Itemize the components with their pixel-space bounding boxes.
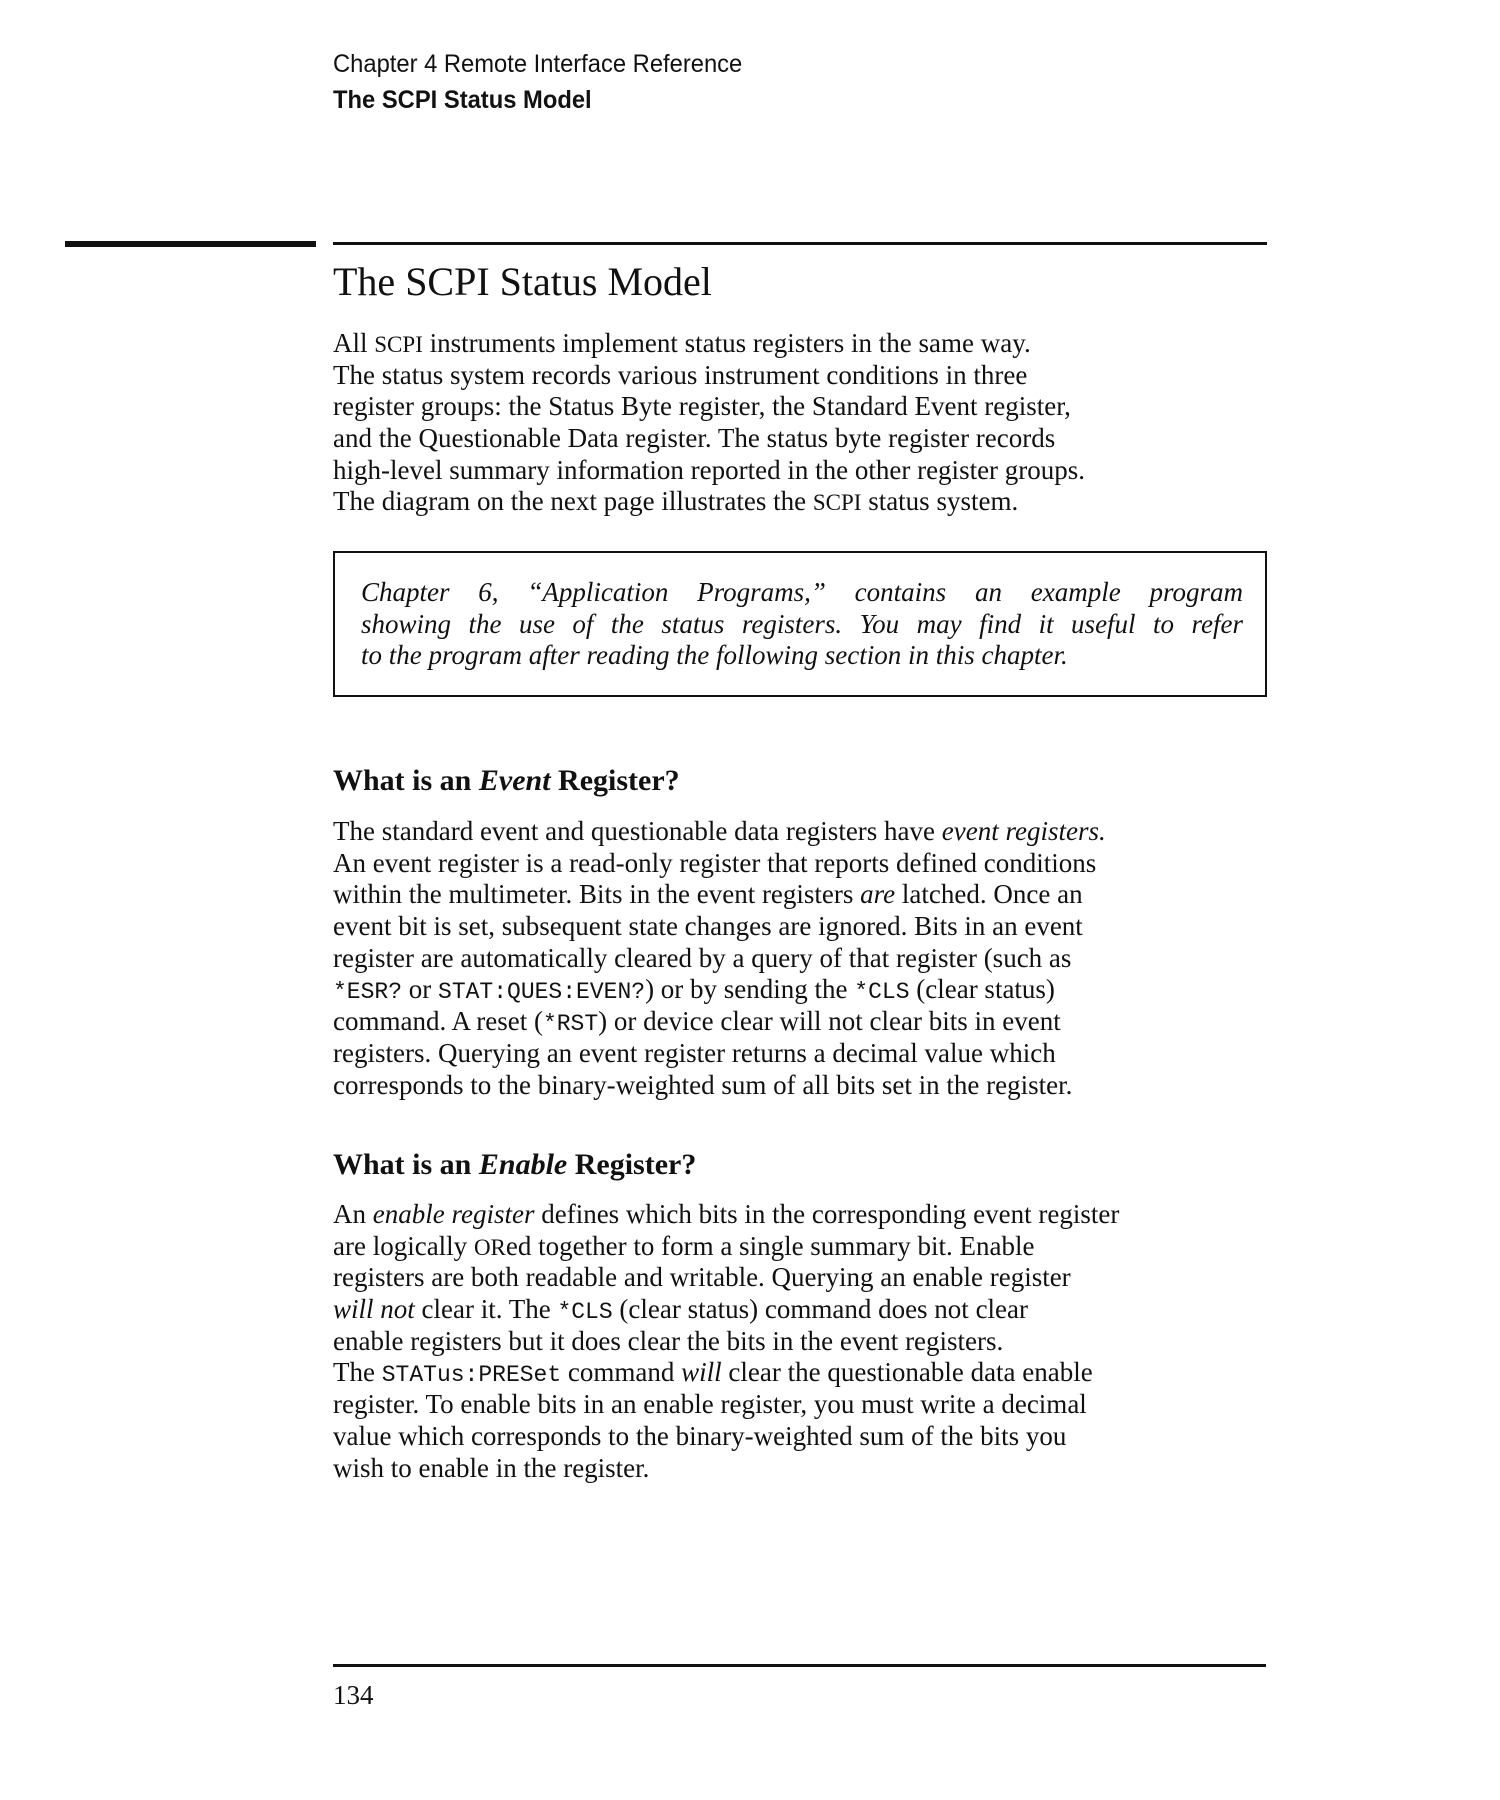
body-text: and the Questionable Data register. The status byte register records xyxy=(333,423,1056,454)
text-line xyxy=(333,816,1106,848)
note-text xyxy=(361,577,1243,672)
text-line xyxy=(333,328,1085,360)
body-text: registers are both readable and writable. Querying an enable register xyxy=(333,1262,1071,1293)
enable-register-paragraph xyxy=(333,1199,1119,1484)
body-text: command xyxy=(561,1357,682,1388)
text-line xyxy=(333,848,1106,880)
acronym-text: SCPI xyxy=(812,490,862,516)
acronym-text: SCPI xyxy=(374,332,423,357)
footer-rule xyxy=(333,1664,1266,1667)
text-line xyxy=(333,1389,1119,1421)
body-text: The xyxy=(333,1357,382,1388)
body-text: (clear status) command does not clear xyxy=(612,1294,1029,1325)
command-code: STAT:QUES:EVEN? xyxy=(438,979,646,1006)
text-line xyxy=(333,1421,1119,1453)
text-line xyxy=(333,879,1106,911)
emphasis-text: will not xyxy=(333,1294,415,1325)
command-code: *RST xyxy=(542,1011,599,1038)
text-line xyxy=(333,486,1085,518)
note-box xyxy=(333,551,1267,697)
text-line xyxy=(333,974,1106,1006)
body-text: ) or device clear will not clear bits in event xyxy=(598,1006,1061,1037)
emphasis-text: are xyxy=(860,879,896,910)
body-text: ) or by sending the xyxy=(645,974,855,1005)
body-text: latched. Once an xyxy=(895,879,1083,910)
command-code: *CLS xyxy=(854,979,910,1006)
text-line xyxy=(333,360,1085,392)
body-text: instruments implement status registers in the same way. xyxy=(422,328,1031,358)
event-register-paragraph xyxy=(333,816,1106,1101)
text-line xyxy=(333,1231,1119,1263)
text-line xyxy=(333,1262,1119,1294)
note-line: showing the use of the status registers. You may find it useful to refer xyxy=(361,608,1243,639)
body-text: An xyxy=(333,1199,373,1229)
body-text: The status system records various instrument conditions in three xyxy=(333,359,1028,390)
note-line: Chapter 6, “Application Programs,” contains an example program xyxy=(361,577,1243,607)
body-text: clear the questionable data enable xyxy=(721,1357,1093,1388)
text-line xyxy=(333,1070,1106,1102)
text-line xyxy=(333,1038,1106,1070)
body-text: clear it. The xyxy=(414,1294,558,1325)
body-text: within the multimeter. Bits in the event registers xyxy=(333,879,861,910)
emphasis-text: enable register xyxy=(372,1199,535,1229)
body-text: command. A reset ( xyxy=(333,1006,543,1037)
body-text: All xyxy=(333,328,375,358)
body-text: (clear status) xyxy=(909,974,1055,1005)
text-line xyxy=(333,423,1085,455)
event-register-heading xyxy=(333,764,680,798)
text-line xyxy=(333,455,1085,487)
body-text: ed together to form a single summary bit. Enable xyxy=(505,1230,1035,1261)
heading-emphasis: Event xyxy=(478,764,551,797)
heading-text: What is an xyxy=(333,1148,479,1181)
body-text: defines which bits in the corresponding event register xyxy=(534,1199,1120,1229)
body-text: are logically xyxy=(333,1230,474,1261)
body-text: register groups: the Status Byte register, the Standard Event register, xyxy=(333,391,1071,422)
intro-paragraph xyxy=(333,328,1085,518)
body-text: wish to enable in the register. xyxy=(333,1452,650,1483)
body-text: high-level summary information reported in the other register groups. xyxy=(333,454,1086,485)
page-title: The SCPI Status Model xyxy=(333,259,712,304)
body-text: or xyxy=(402,974,439,1005)
body-text: value which corresponds to the binary-weighted sum of the bits you xyxy=(333,1420,1067,1451)
body-text: An event register is a read-only register that reports defined conditions xyxy=(333,847,1097,878)
heading-text: Register? xyxy=(550,764,680,797)
body-text: register. To enable bits in an enable register, you must write a decimal xyxy=(333,1389,1087,1420)
text-line xyxy=(333,1453,1119,1485)
body-text: enable registers but it does clear the bits in the event registers. xyxy=(333,1325,1004,1356)
emphasis-text: event registers. xyxy=(941,816,1106,846)
body-text: event bit is set, subsequent state changes are ignored. Bits in an event xyxy=(333,911,1083,942)
running-header-chapter: Chapter 4 Remote Interface Reference xyxy=(333,50,743,78)
text-line xyxy=(333,911,1106,943)
text-line xyxy=(333,1199,1119,1231)
section-marker-bar xyxy=(65,241,316,247)
heading-emphasis: Enable xyxy=(478,1148,568,1181)
acronym-text: OR xyxy=(473,1234,506,1260)
text-line xyxy=(333,1294,1119,1326)
text-line xyxy=(333,1006,1106,1038)
running-header-section: The SCPI Status Model xyxy=(333,86,592,114)
note-line: to the program after reading the following section in this chapter. xyxy=(361,640,1068,671)
body-text: register are automatically cleared by a query of that register (such as xyxy=(333,942,1072,973)
body-text: The standard event and questionable data registers have xyxy=(333,816,942,846)
heading-text: Register? xyxy=(567,1148,697,1181)
body-text: registers. Querying an event register returns a decimal value which xyxy=(333,1037,1056,1068)
text-line xyxy=(333,1357,1119,1389)
command-code: *ESR? xyxy=(333,979,403,1006)
command-code: *CLS xyxy=(557,1299,613,1326)
heading-text: What is an xyxy=(333,764,479,797)
body-text: corresponds to the binary-weighted sum of all bits set in the register. xyxy=(333,1069,1073,1100)
emphasis-text: will xyxy=(681,1357,722,1388)
text-line xyxy=(333,391,1085,423)
section-rule xyxy=(333,242,1267,245)
text-line xyxy=(333,1326,1119,1358)
command-code: STATus:PRESet xyxy=(381,1362,562,1389)
body-text: The diagram on the next page illustrates the xyxy=(333,486,813,517)
text-line xyxy=(333,943,1106,975)
enable-register-heading xyxy=(333,1148,696,1182)
body-text: status system. xyxy=(861,486,1019,517)
page-number: 134 xyxy=(333,1680,374,1710)
